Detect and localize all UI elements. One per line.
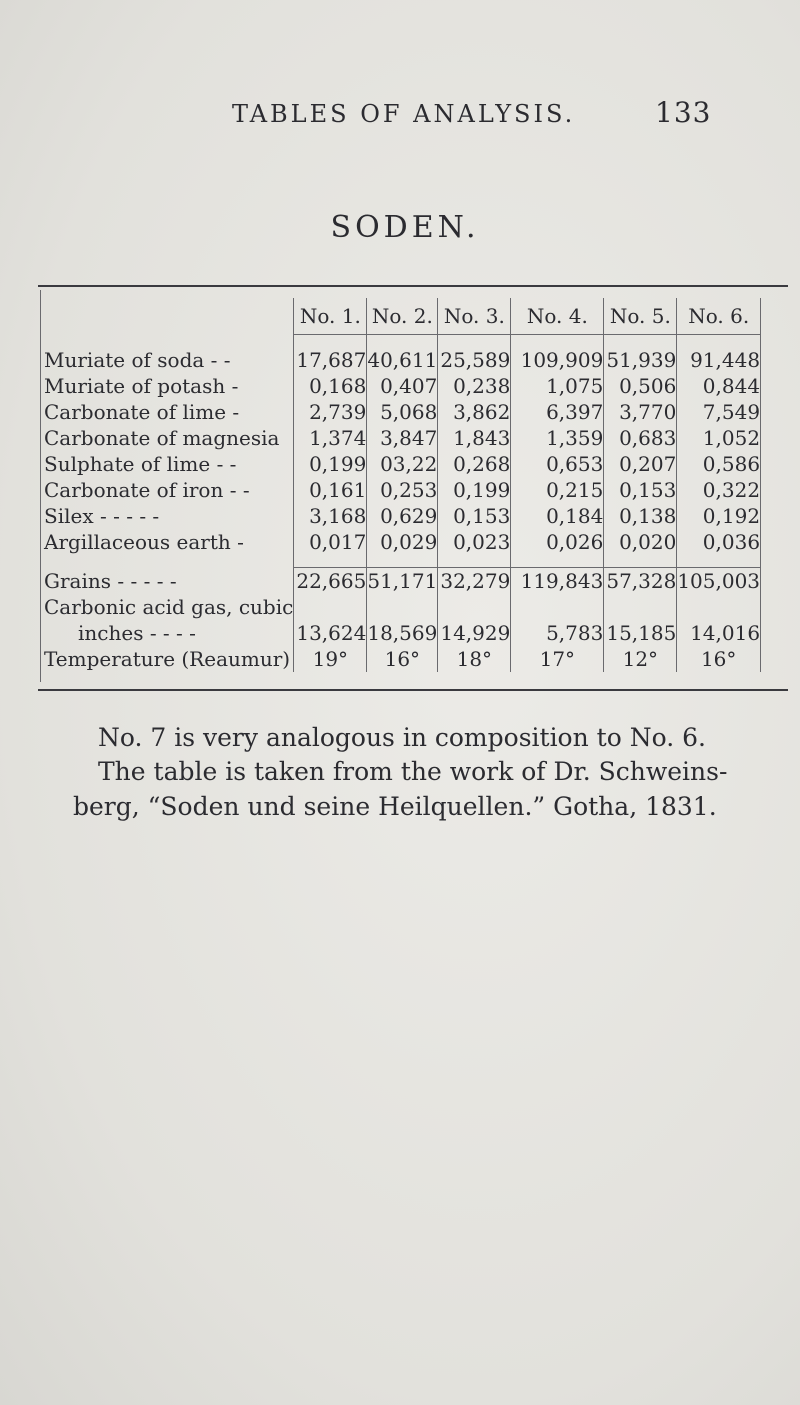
table-cell: 5,783 xyxy=(511,620,604,646)
column-header: No. 4. xyxy=(511,298,604,335)
table-cell: 0,199 xyxy=(294,451,367,477)
section-title: SODEN. xyxy=(330,210,480,245)
table-cell: 3,168 xyxy=(294,503,367,529)
table-cell: 0,844 xyxy=(677,373,761,399)
table-left-border xyxy=(40,290,41,682)
note-line: No. 7 is very analogous in composition to No. 6. xyxy=(98,723,706,752)
table-cell: 16° xyxy=(367,646,438,672)
table-cell: 105,003 xyxy=(677,569,761,593)
table-cell: 0,138 xyxy=(604,503,677,529)
table-cell: 0,184 xyxy=(511,503,604,529)
table-row xyxy=(44,529,761,555)
table-cell: 51,171 xyxy=(367,569,438,593)
note-line: The table is taken from the work of Dr. Schweins- xyxy=(98,757,728,786)
table-cell: 16° xyxy=(677,646,761,672)
table-cell: 7,549 xyxy=(677,399,761,425)
table-header-row xyxy=(44,298,761,335)
row-label: Silex - - - - - xyxy=(44,504,160,528)
running-title: TABLES OF ANALYSIS. xyxy=(232,100,576,128)
table-cell: 19° xyxy=(294,646,367,672)
row-label: Muriate of potash - xyxy=(44,374,239,398)
table-cell: 0,322 xyxy=(677,477,761,503)
table-cell: 0,629 xyxy=(367,503,438,529)
table-cell: 0,215 xyxy=(511,477,604,503)
table-cell: 0,407 xyxy=(367,373,438,399)
table-cell: 57,328 xyxy=(604,568,677,595)
row-label: Carbonate of magnesia xyxy=(44,426,280,450)
row-label: Carbonate of iron - - xyxy=(44,478,250,502)
table-cell: 0,192 xyxy=(677,503,761,529)
table-cell: 1,374 xyxy=(294,425,367,451)
analysis-table xyxy=(44,298,761,672)
table-row xyxy=(44,503,761,529)
table-cell: 0,586 xyxy=(677,451,761,477)
table-top-rule xyxy=(38,285,788,287)
table-row xyxy=(44,451,761,477)
gas-label-row xyxy=(44,594,761,620)
column-header: No. 3. xyxy=(438,298,511,335)
table-row xyxy=(44,373,761,399)
table-cell: 109,909 xyxy=(511,347,604,373)
header-blank xyxy=(44,298,294,335)
row-label: Argillaceous earth - xyxy=(44,530,244,554)
table-row xyxy=(44,347,761,373)
table-cell: 25,589 xyxy=(438,347,511,373)
table-cell: 51,939 xyxy=(604,347,677,373)
table-cell: 91,448 xyxy=(677,347,761,373)
column-header: No. 5. xyxy=(604,298,677,335)
table-cell: 14,929 xyxy=(438,620,511,646)
table-cell: 22,665 xyxy=(294,568,367,595)
table-row xyxy=(44,399,761,425)
table-cell: 0,023 xyxy=(438,529,511,555)
table-cell: 1,843 xyxy=(438,425,511,451)
row-label: inches - - - - xyxy=(78,621,196,645)
table-cell: 3,862 xyxy=(438,399,511,425)
table-cell: 3,770 xyxy=(604,399,677,425)
table-cell: 0,029 xyxy=(367,529,438,555)
table-cell: 0,199 xyxy=(438,477,511,503)
table-cell: 6,397 xyxy=(511,399,604,425)
column-header: No. 1. xyxy=(294,298,367,335)
table-cell: 1,075 xyxy=(511,373,604,399)
table-cell: 0,153 xyxy=(438,503,511,529)
table-cell: 0,238 xyxy=(438,373,511,399)
table-cell: 17,687 xyxy=(294,347,367,373)
column-header: No. 6. xyxy=(677,298,761,335)
row-label: Carbonate of lime - xyxy=(44,400,240,424)
table-cell: 1,359 xyxy=(511,425,604,451)
page-header xyxy=(0,96,800,140)
row-label: Carbonic acid gas, cubic xyxy=(44,595,294,619)
table-cell: 0,253 xyxy=(367,477,438,503)
row-label: Grains - - - - - xyxy=(44,568,177,593)
page-number: 133 xyxy=(655,96,712,129)
table-cell: 0,153 xyxy=(604,477,677,503)
table-row xyxy=(44,425,761,451)
table-cell: 40,611 xyxy=(367,348,438,372)
table-cell: 13,624 xyxy=(294,620,367,646)
table-cell: 03,22 xyxy=(367,451,438,477)
table-cell: 0,020 xyxy=(604,529,677,555)
table-cell: 1,052 xyxy=(677,425,761,451)
table-cell: 0,653 xyxy=(511,451,604,477)
table-cell: 15,185 xyxy=(604,620,677,646)
table-row xyxy=(44,477,761,503)
table-cell: 3,847 xyxy=(367,425,438,451)
table-cell: 17° xyxy=(511,646,604,672)
table-cell: 0,161 xyxy=(294,477,367,503)
table-cell: 0,026 xyxy=(511,529,604,555)
row-label: Muriate of soda - - xyxy=(44,348,231,372)
table-cell: 5,068 xyxy=(367,399,438,425)
row-label: Sulphate of lime - - xyxy=(44,452,237,476)
table-cell: 18,569 xyxy=(367,621,438,645)
row-label: Temperature (Reaumur) xyxy=(44,647,291,671)
table-cell: 12° xyxy=(604,646,677,672)
column-header: No. 2. xyxy=(367,298,438,335)
table-bottom-rule xyxy=(38,689,788,691)
table-cell: 0,017 xyxy=(294,529,367,555)
table-cell: 0,268 xyxy=(438,451,511,477)
table-cell: 0,168 xyxy=(294,373,367,399)
table-cell: 0,036 xyxy=(677,529,761,555)
table-cell: 0,207 xyxy=(604,451,677,477)
table-cell: 119,843 xyxy=(511,568,604,595)
note-line: berg, “Soden und seine Heilquellen.” Gotha, 1831. xyxy=(73,792,717,821)
table-cell: 0,506 xyxy=(604,373,677,399)
table-cell: 0,683 xyxy=(604,425,677,451)
grains-total-row xyxy=(44,568,761,595)
table-cell: 32,279 xyxy=(438,568,511,595)
table-cell: 18° xyxy=(438,646,511,672)
table-cell: 14,016 xyxy=(677,620,761,646)
gas-row xyxy=(44,620,761,646)
temperature-row xyxy=(44,646,761,672)
table-cell: 2,739 xyxy=(294,399,367,425)
